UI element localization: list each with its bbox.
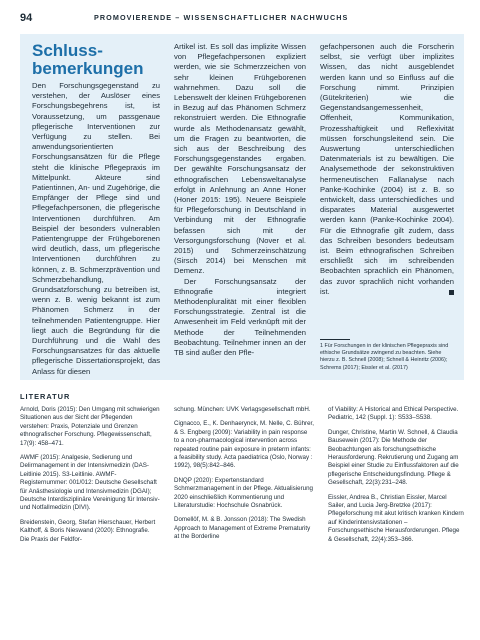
- reference-entry: Dunger, Christine, Martin W. Schnell, & Claudia Bausewein (2017): Die Methode der Beobachtungen als forschungsethische Herausforderung. Rekrutierung und Zugang am Beispiel einer Studie zu Einflussfaktoren auf die pflegerische Entscheidungsfindung. Pflege & Gesellschaft, 22(3):231–248.: [328, 428, 459, 487]
- text-column-3: [320, 42, 454, 297]
- footnote-divider: [320, 339, 350, 340]
- reference-entry: Arnold, Doris (2015): Den Umgang mit schwierigen Situationen aus der Sicht der Pflegenden verstehen: Praxis, Potenziale und Grenzen ethnografischer Forschung. Pflegewissenschaft, 17(9): 458–471.: [20, 406, 160, 447]
- literature-column-1: [20, 406, 160, 550]
- paragraph: Artikel ist. Es soll das implizite Wissen von Pflegefachpersonen expliziert werden, wie sie Schmerzzeichen von sehr kleinen Frühgeborenen wahrnehmen. Dazu soll die Lebenswelt der kleinen Frühgeborenen in Bezug auf das Phänomen Schmerz rekonstruiert werden. Die Ethnografie wurde als Methodenansatz gewählt, um die Fragen zu beantworten, die sich aus der Beschreibung des Forschungsgegenstandes ergaben. Der gewählte Forschungsansatz der ethnografischen Lebensweltanalyse erfolgt in Anlehnung an Anne Honer (Honer 2015: 195). Neuere Beispiele für Pflegeforschung in Deutschland in Verbindung mit der Ethnografie befassen sich mit der Versorgungsforschung (Nover et al. 2015) und Schmerzeinschätzung (Sirsch 2014) bei Menschen mit Demenz.: [174, 42, 306, 276]
- literature-column-3: [328, 406, 464, 550]
- reference-entry: AWMF (2015): Analgesie, Sedierung und Delirmanagement in der Intensivmedizin (DAS-Leitlinie 2015). S3-Leitlinie. AWMF-Registernummer: 001/012: Deutsche Gesellschaft für Anästhesiologie und Intensivmedizin (DGAI); Deutsche Interdisziplinäre Vereinigung für Intensiv- und Notfallmedizin (DIVI).: [20, 454, 160, 512]
- literature-column-2: [174, 406, 314, 548]
- reference-entry: Cignacco, E., K. Denhaerynck, M. Nelle, C. Bührer, & S. Engberg (2009): Variability in pain response to a non-pharmacological intervention across repeated routine pain exposure in preterm infants: a feasibility study. Acta paediatrica (Oslo, Norway : 1992), 98(5):842–846.: [174, 420, 314, 470]
- paragraph: Den Forschungsgegenstand zu verstehen, der Auslöser eines Forschungsbegehrens ist, ist Voraussetzung, um passgenaue pflegerische Interventionen zur Verfügung zu stellen. Bei anwendungsorientierten Forschungsansätzen für die Pflege steht die klinische Pflegepraxis im Mittelpunkt. Akteure sind Patientinnen, An- und Zugehörige, die Empfänger der Pflege sind und Pflegefachpersonen, die pflegerische Interventionen durchführen. Am Beispiel der besonders vulnerablen Patientengruppe der Frühgeborenen wird deutlich, dass, um pflegerische Interventionen durchführen zu können, z. B. Schmerzprävention und Schmerzbehandlung, Grundsatzforschung zu betreiben ist, wenn z. B. wenig bekannt ist zum Phänomen Schmerz in der teilnehmenden Patientengruppe. Hier liegt auch die Begründung für die Durchführung und die Wahl des Forschungsansatzes für das aktuelle pflegerische Dissertationsprojekt, das Anlass für diesen: [32, 81, 160, 376]
- page-header: [20, 12, 460, 28]
- paragraph: Der Forschungsansatz der Ethnografie integriert Methodenpluralität mit einer flexiblen Forschungsstrategie. Zentral ist die Anwesenheit im Feld verknüpft mit der Methode der Teilnehmenden Beobachtung. Teilnehmer innen an der TB sind außer den Pfle-: [174, 276, 306, 358]
- paragraph: [320, 42, 454, 297]
- text-column-1: [32, 81, 160, 377]
- reference-entry: Eissler, Andrea B., Christian Eissler, Marcel Sailer, and Lucia Jerg-Bretzke (2017): Pflegeforschung mit akut kritisch kranken Kindern auf Kinderintensivstationen – Forschungsethische Herausforderungen. Pflege & Gesellschaft, 22(4):353–366.: [328, 493, 464, 543]
- reference-entry: schung. München: UVK Verlagsgesellschaft mbH.: [174, 406, 311, 413]
- end-square-icon: [449, 290, 454, 295]
- page-number: 94: [20, 12, 33, 24]
- conclusion-box: [20, 34, 464, 380]
- literature-heading: LITERATUR: [20, 392, 71, 401]
- reference-entry: of Viability: A Historical and Ethical Perspective. Pediatric, 142 (Suppl. 1): S533–S538.: [328, 406, 459, 422]
- reference-entry: DNQP (2020): Expertenstandard Schmerzmanagement in der Pflege. Aktualisierung 2020 einschließlich Kommentierung und Literaturstudie: Hochschule Osnabrück.: [174, 476, 313, 510]
- section-title-line1: Schluss-: [32, 41, 103, 60]
- section-title: [32, 42, 172, 78]
- text-column-2: [174, 42, 306, 358]
- paragraph-text: gefachpersonen auch die Forscherin selbst, sie verfügt über implizites Wissen, das nicht ausgeblendet werden kann und so Einfluss auf die Forschung nimmt. Prinzipien (Gütekriterien) wie die Gegenstandsangemessenheit, Offenheit, Kommunikation, Prozesshaftigkeit und Reflexivität müssen forschungsleitend sein. Die Auswertung unterschiedlichen Datenmaterials ist zu bewältigen. Die Analysemethode der sekonstruktiven hermeneutischen Fallanalyse nach Panke-Kochinke (2004) ist z. B. so entwickelt, dass unterschiedliches und disparates Material ausgewertet werden kann (Panke-Kochinke 2004). Für die Ethnografie gilt zudem, dass das Schreiben besonders bedeutsam ist. Beim ethnografischen Schreiben erschließt sich im schreibenden Beobachten sprachlich ein Phänomen, das zuvor sprachlich nicht vorhanden ist.: [320, 42, 454, 296]
- footnote: 1 Für Forschungen in der klinischen Pflegepraxis sind ethische Grundsätze zwingend zu beachten. Siehe hierzu z. B. Schnell (2008); Schnell & Heinritz (2006); Schrems (2017); Eissler et al. (2017): [320, 343, 449, 371]
- running-title: PROMOVIERENDE – WISSENSCHAFTLICHER NACHWUCHS: [94, 13, 349, 22]
- section-title-line2: bemerkungen: [32, 59, 144, 78]
- reference-entry: Domellöf, M. & B. Jonsson (2018): The Swedish Approach to Management of Extreme Prematurity at the Borderline: [174, 516, 311, 541]
- reference-entry: Breidenstein, Georg, Stefan Hierschauer, Herbert Kalthoff, & Boris Nieswand (2020): Ethnografie. Die Praxis der Feldfor-: [20, 518, 156, 543]
